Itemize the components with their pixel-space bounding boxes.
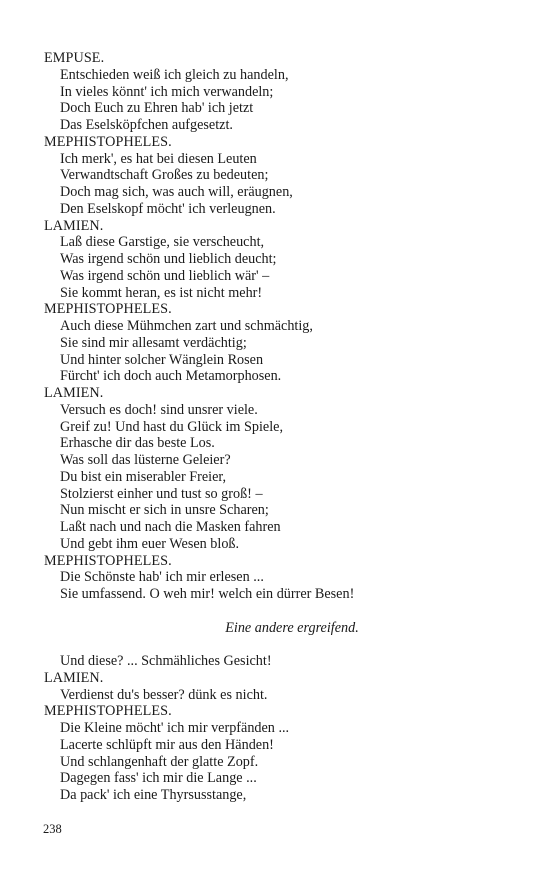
blank-line xyxy=(44,603,524,620)
verse-line: Laßt nach und nach die Masken fahren xyxy=(60,519,281,535)
verse-line: Da pack' ich eine Thyrsusstange, xyxy=(60,787,247,803)
verse-line: Doch mag sich, was auch will, eräugnen, xyxy=(60,184,293,200)
verse-line: Fürcht' ich doch auch Metamorphosen. xyxy=(60,368,282,385)
verse-line: Lacerte schlüpft mir aus den Händen! xyxy=(60,736,274,753)
speaker-name: MEPHISTOPHELES. xyxy=(44,703,172,720)
verse-line: Versuch es doch! sind unsrer viele. xyxy=(60,401,258,418)
drama-text xyxy=(44,50,524,804)
stage-direction: Eine andere ergreifend. xyxy=(225,619,359,636)
verse-line: Und gebt ihm euer Wesen bloß. xyxy=(60,535,240,552)
blank-line xyxy=(44,636,524,653)
verse-line: Nun mischt er sich in unsre Scharen; xyxy=(60,502,269,519)
verse-line: Greif zu! Und hast du Glück im Spiele, xyxy=(60,418,284,435)
verse-line: Das Eselsköpfchen aufgesetzt. xyxy=(60,117,233,133)
verse-line: Die Kleine möcht' ich mir verpfänden ... xyxy=(60,720,290,736)
verse-line: Laß diese Garstige, sie verscheucht, xyxy=(60,234,265,251)
speaker-name: MEPHISTOPHELES. xyxy=(44,133,172,150)
verse-line: Und diese? ... Schmähliches Gesicht! xyxy=(60,653,272,669)
verse-line: Verdienst du's besser? dünk es nicht. xyxy=(60,686,268,703)
verse-line: Du bist ein miserabler Freier, xyxy=(60,468,227,485)
verse-line: Was irgend schön und lieblich deucht; xyxy=(60,251,277,267)
verse-line: Und hinter solcher Wänglein Rosen xyxy=(60,351,264,368)
speaker-name: EMPUSE. xyxy=(44,50,105,66)
verse-line: Was soll das lüsterne Geleier? xyxy=(60,452,231,468)
speaker-name: MEPHISTOPHELES. xyxy=(44,301,172,318)
verse-line: Auch diese Mühmchen zart und schmächtig, xyxy=(60,318,313,334)
speaker-name: LAMIEN. xyxy=(44,217,104,234)
page-number: 238 xyxy=(43,822,62,836)
speaker-name: LAMIEN. xyxy=(44,385,104,401)
verse-line: Doch Euch zu Ehren hab' ich jetzt xyxy=(60,100,254,117)
verse-line: Stolzierst einher und tust so groß! – xyxy=(60,485,263,502)
verse-line: Die Schönste hab' ich mir erlesen ... xyxy=(60,569,264,586)
verse-line: In vieles könnt' ich mich verwandeln; xyxy=(60,83,274,100)
speaker-name: MEPHISTOPHELES. xyxy=(44,552,172,569)
verse-line: Den Eselskopf möcht' ich verleugnen. xyxy=(60,200,276,217)
verse-line: Ich merk', es hat bei diesen Leuten xyxy=(60,150,257,167)
speaker-name: LAMIEN. xyxy=(44,669,104,686)
verse-line: Dagegen fass' ich mir die Lange ... xyxy=(60,770,257,787)
verse-line: Verwandtschaft Großes zu bedeuten; xyxy=(60,167,269,184)
verse-line: Was irgend schön und lieblich wär' – xyxy=(60,267,270,284)
verse-line: Entschieden weiß ich gleich zu handeln, xyxy=(60,66,289,83)
verse-line: Sie kommt heran, es ist nicht mehr! xyxy=(60,284,263,301)
verse-line: Und schlangenhaft der glatte Zopf. xyxy=(60,753,259,770)
verse-line: Sie umfassend. O weh mir! welch ein dürrer Besen! xyxy=(60,586,355,602)
verse-line: Sie sind mir allesamt verdächtig; xyxy=(60,334,247,351)
verse-line: Erhasche dir das beste Los. xyxy=(60,435,215,452)
